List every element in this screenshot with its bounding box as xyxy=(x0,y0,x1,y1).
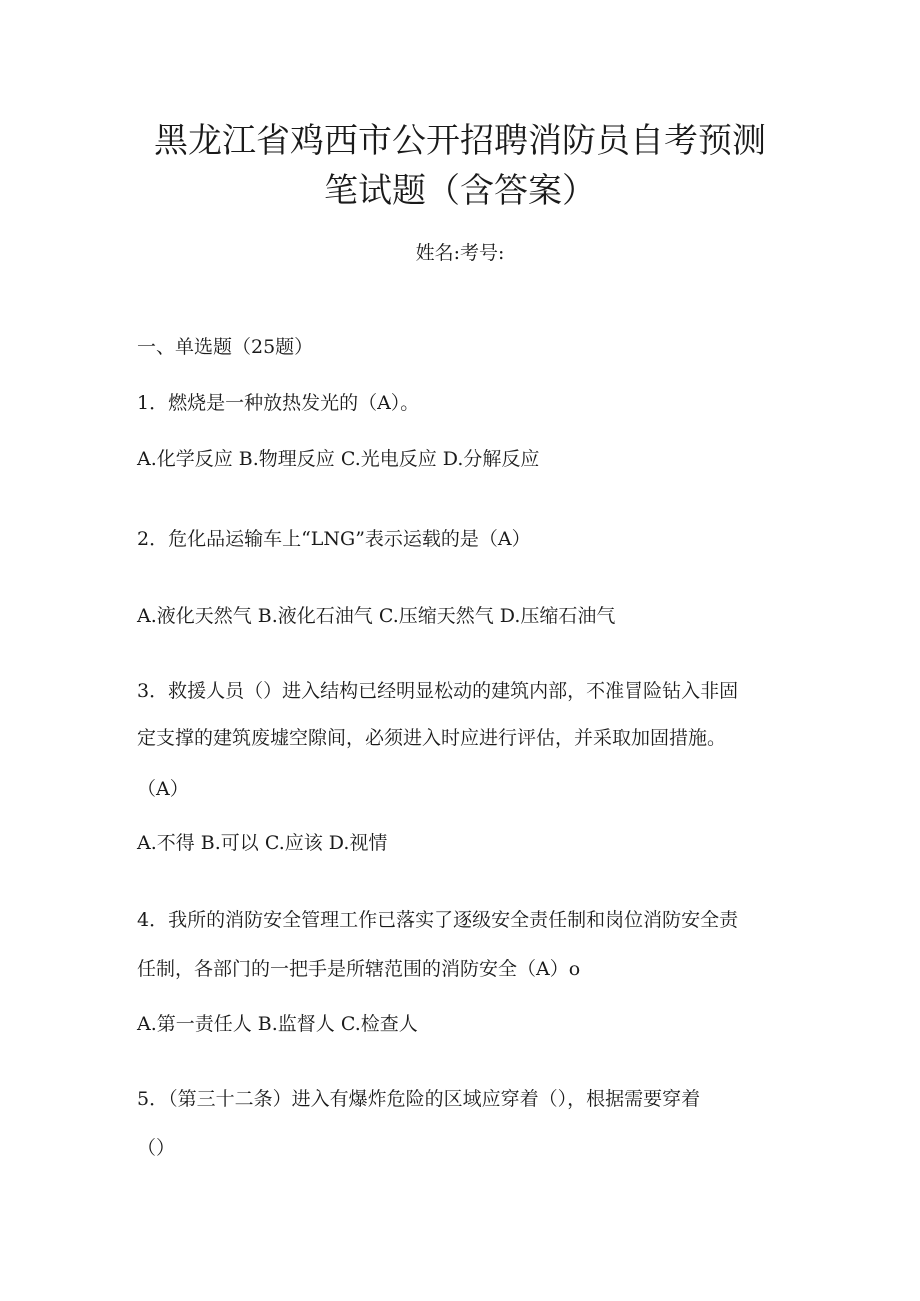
question-3-text-line-2: 定支撑的建筑废墟空隙间，必须进入时应进行评估，并采取加固措施。 xyxy=(137,727,727,749)
question-5-text-line-2: （） xyxy=(137,1137,176,1159)
name-and-exam-number-line: 姓名:考号: xyxy=(415,242,505,264)
question-4-text-line-2: 任制，各部门的一把手是所辖范围的消防安全（A）o xyxy=(137,958,581,980)
document-title-line-1: 黑龙江省鸡西市公开招聘消防员自考预测 xyxy=(154,121,766,161)
question-3-answer: （A） xyxy=(137,778,189,800)
section-heading: 一、单选题（25题） xyxy=(137,336,314,358)
question-4-text-line-1: 4．我所的消防安全管理工作已落实了逐级安全责任制和岗位消防安全责 xyxy=(137,909,739,931)
question-3-text-line-1: 3．救援人员（）进入结构已经明显松动的建筑内部，不准冒险钻入非固 xyxy=(137,680,739,702)
question-1-text: 1．燃烧是一种放热发光的（A）。 xyxy=(137,392,420,414)
document-title-line-2: 笔试题（含答案） xyxy=(324,171,596,211)
question-2-text: 2．危化品运输车上“LNG”表示运载的是（A） xyxy=(137,528,531,550)
question-2-options: A.液化天然气 B.液化石油气 C.压缩天然气 D.压缩石油气 xyxy=(137,605,616,627)
question-5-text-line-1: 5．（第三十二条）进入有爆炸危险的区域应穿着（），根据需要穿着 xyxy=(137,1088,701,1110)
question-3-options: A.不得 B.可以 C.应该 D.视情 xyxy=(137,832,388,854)
question-1-options: A.化学反应 B.物理反应 C.光电反应 D.分解反应 xyxy=(137,448,540,470)
question-4-options: A.第一责任人 B.监督人 C.检查人 xyxy=(137,1013,418,1035)
